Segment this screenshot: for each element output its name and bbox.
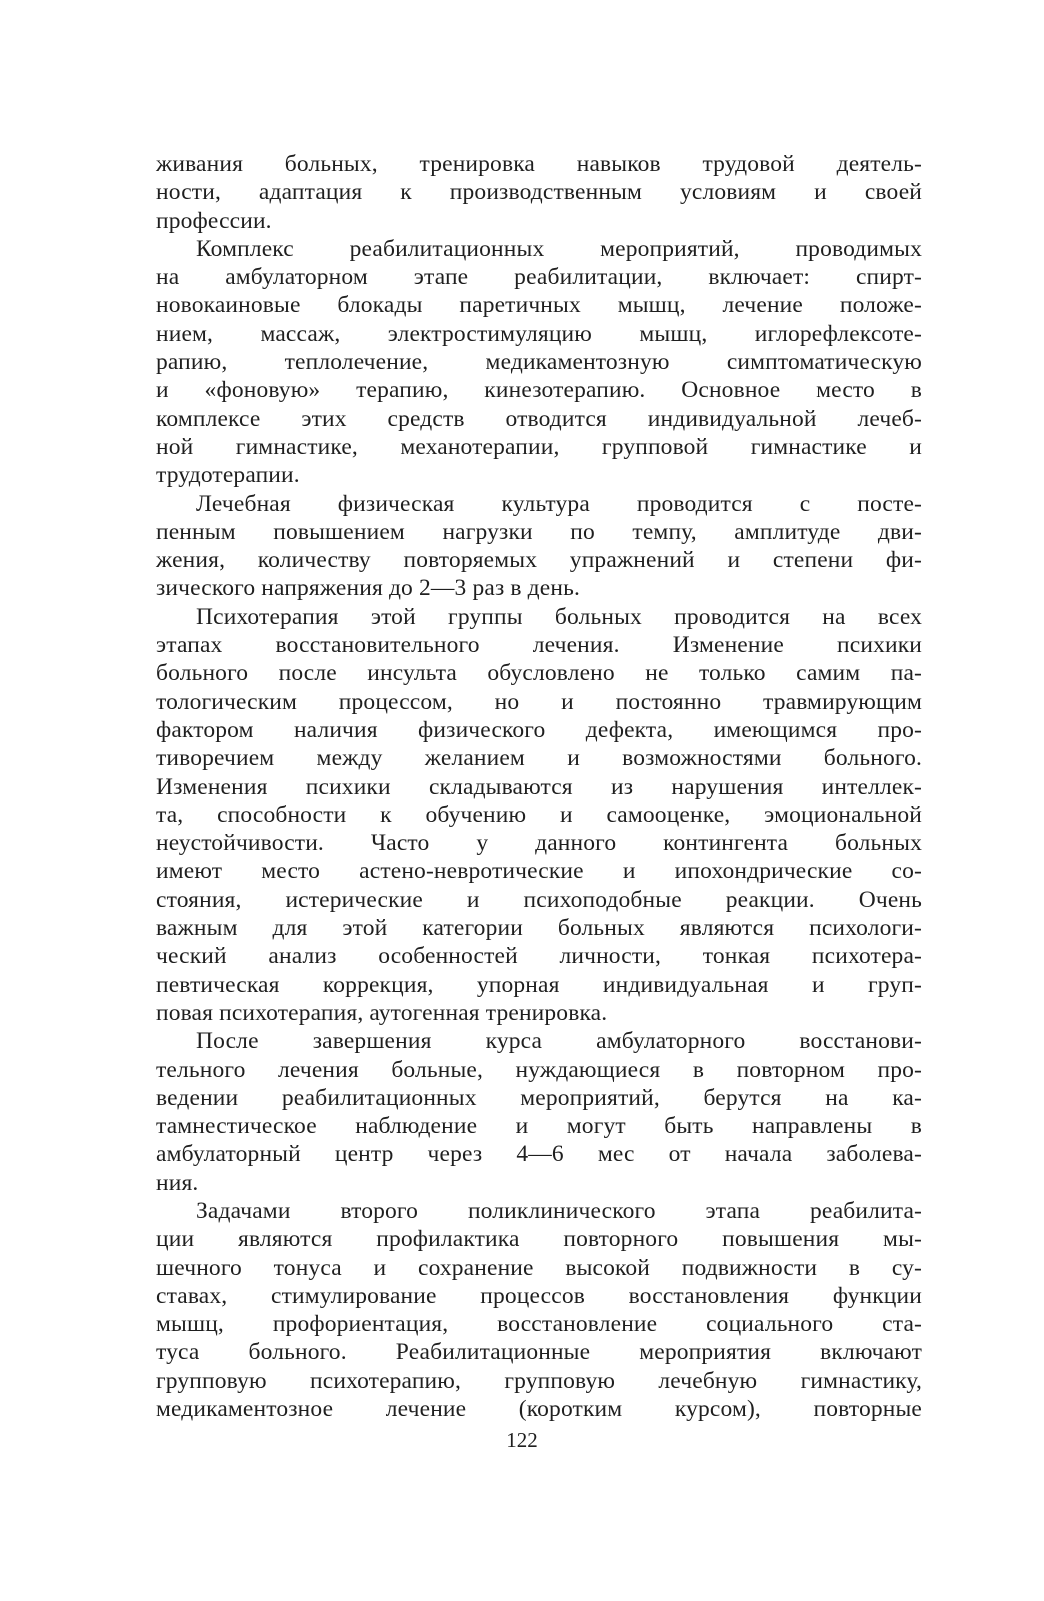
text-line: ции являются профилактика повторного повышения мы- <box>156 1226 922 1253</box>
text-line: важным для этой категории больных являются психологи- <box>156 915 922 942</box>
text-line: зического напряжения до 2—3 раз в день. <box>156 575 580 602</box>
text-line: жения, количеству повторяемых упражнений и степени фи- <box>156 547 922 574</box>
text-line: ной гимнастике, механотерапии, групповой гимнастике и <box>156 433 922 460</box>
text-line: пенным повышением нагрузки по темпу, амплитуде дви- <box>156 518 922 545</box>
text-line: тельного лечения больные, нуждающиеся в повторном про- <box>156 1056 922 1083</box>
text-line: профессии. <box>156 207 272 234</box>
text-line: стояния, истерические и психоподобные реакции. Очень <box>156 886 922 913</box>
paragraph <box>156 235 922 490</box>
text-line: та, способности к обучению и самооценке, эмоциональной <box>156 801 922 828</box>
text-line: медикаментозное лечение (коротким курсом), повторные <box>156 1396 922 1423</box>
paragraph <box>156 150 922 235</box>
text-line: мышц, профориентация, восстановление социального ста- <box>156 1311 922 1338</box>
text-line: этапах восстановительного лечения. Изменение психики <box>156 632 922 659</box>
text-line: повая психотерапия, аутогенная тренировка. <box>156 999 608 1026</box>
text-line: групповую психотерапию, групповую лечебную гимнастику, <box>156 1367 922 1394</box>
text-line: трудотерапии. <box>156 462 300 489</box>
text-line: шечного тонуса и сохранение высокой подвижности в су- <box>156 1254 922 1281</box>
text-line: Изменения психики складываются из нарушения интеллек- <box>156 773 922 800</box>
paragraph <box>156 603 922 1027</box>
text-line: ния. <box>156 1169 199 1196</box>
text-line: тамнестическое наблюдение и могут быть направлены в <box>156 1113 922 1140</box>
text-line: Психотерапия этой группы больных проводится на всех <box>196 603 922 630</box>
text-line: имеют место астено-невротические и ипохондрические со- <box>156 858 922 885</box>
text-line: новокаиновые блокады паретичных мышц, лечение положе- <box>156 292 922 319</box>
text-line: Комплекс реабилитационных мероприятий, проводимых <box>196 235 922 262</box>
text-line: и «фоновую» терапию, кинезотерапию. Основное место в <box>156 377 922 404</box>
text-line: нием, массаж, электростимуляцию мышц, иглорефлексоте- <box>156 320 922 347</box>
text-line: певтическая коррекция, упорная индивидуальная и груп- <box>156 971 922 998</box>
text-line: больного после инсульта обусловлено не только самим па- <box>156 660 922 687</box>
text-line: Задачами второго поликлинического этапа реабилита- <box>196 1197 922 1224</box>
text-line: амбулаторный центр через 4—6 мес от начала заболева- <box>156 1141 922 1168</box>
text-line: ческий анализ особенностей личности, тонкая психотера- <box>156 943 922 970</box>
text-line: неустойчивости. Часто у данного контингента больных <box>156 830 922 857</box>
page-body <box>156 150 922 1423</box>
paragraph <box>156 1027 922 1197</box>
text-line: комплексе этих средств отводится индивидуальной лечеб- <box>156 405 922 432</box>
text-line: тиворечием между желанием и возможностями больного. <box>156 745 922 772</box>
page-number: 122 <box>506 1428 538 1452</box>
paragraph <box>156 490 922 603</box>
text-line: Лечебная физическая культура проводится с посте- <box>196 490 922 517</box>
text-line: рапию, теплолечение, медикаментозную симптоматическую <box>156 349 922 376</box>
text-line: ставах, стимулирование процессов восстановления функции <box>156 1282 922 1309</box>
text-line: После завершения курса амбулаторного восстанови- <box>196 1028 922 1055</box>
text-line: туса больного. Реабилитационные мероприятия включают <box>156 1339 922 1366</box>
text-line: живания больных, тренировка навыков трудовой деятель- <box>156 151 922 177</box>
paragraph <box>156 1197 922 1423</box>
text-line: ведении реабилитационных мероприятий, берутся на ка- <box>156 1084 922 1111</box>
text-line: тологическим процессом, но и постоянно травмирующим <box>156 688 922 715</box>
text-line: на амбулаторном этапе реабилитации, включает: спирт- <box>156 264 922 291</box>
text-line: фактором наличия физического дефекта, имеющимся про- <box>156 716 922 743</box>
text-line: ности, адаптация к производственным условиям и своей <box>156 179 922 206</box>
